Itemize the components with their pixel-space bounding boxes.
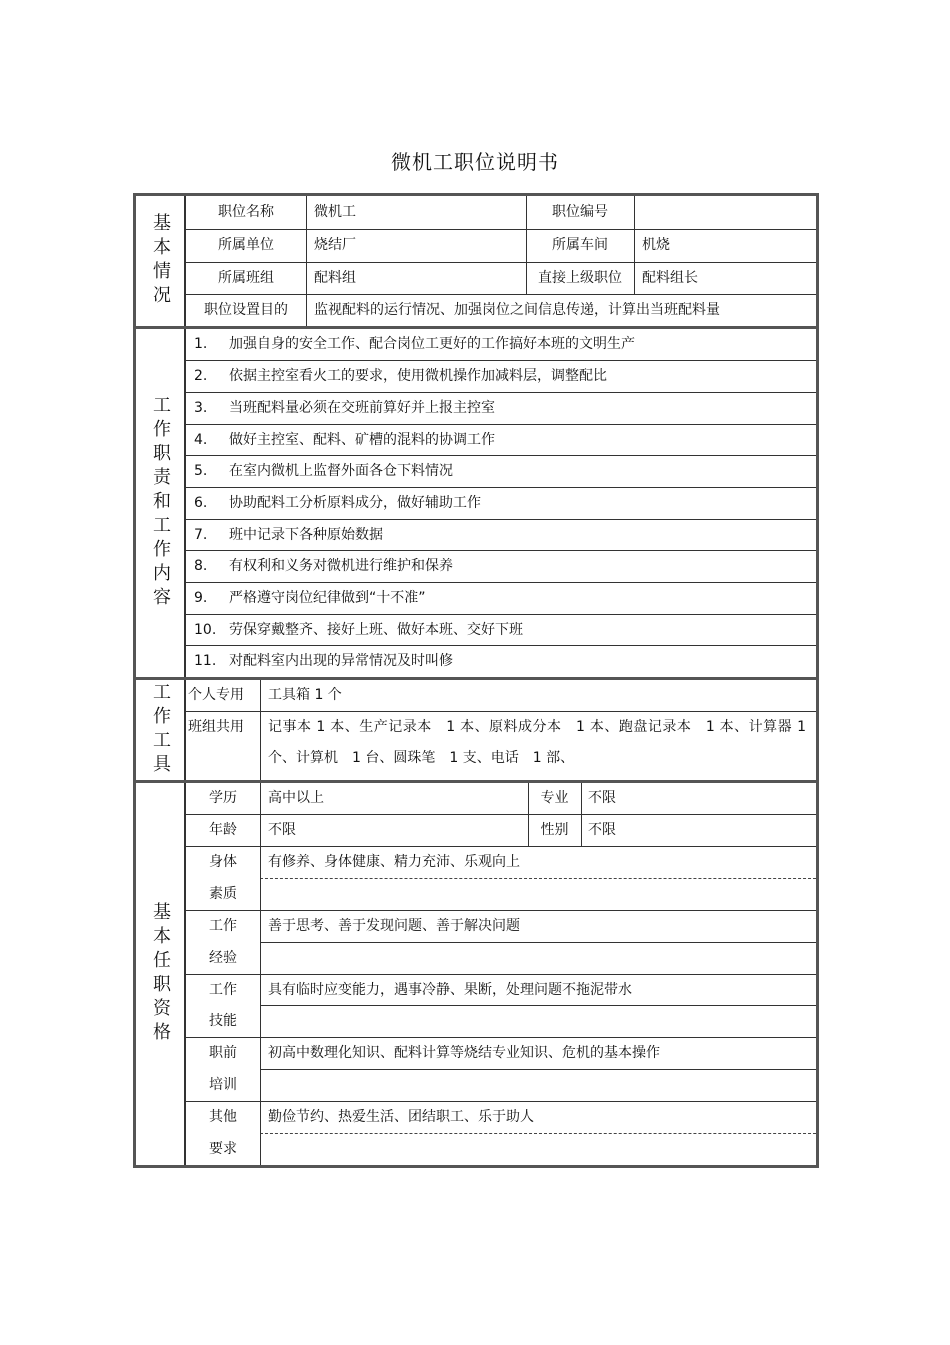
duty-text: 依据主控室看火工的要求，使用微机操作加减料层，调整配比 xyxy=(229,368,607,384)
superior-label: 直接上级职位 xyxy=(538,270,622,286)
position-name-label: 职位名称 xyxy=(218,204,274,220)
position-code-label: 职位编号 xyxy=(552,204,608,220)
duty-text: 加强自身的安全工作、配合岗位工更好的工作搞好本班的文明生产 xyxy=(229,336,635,352)
duty-number: 2. xyxy=(194,368,208,384)
duty-text: 在室内微机上监督外面各仓下料情况 xyxy=(229,463,453,479)
duty-number: 5. xyxy=(194,463,208,479)
qualification-text: 具有临时应变能力，遇事冷静、果断，处理问题不拖泥带水 xyxy=(268,982,632,998)
major-label: 专业 xyxy=(540,790,569,806)
gender-value: 不限 xyxy=(588,822,616,838)
duty-text: 严格遵守岗位纪律做到“十不准” xyxy=(229,590,426,606)
duty-text: 协助配料工分析原料成分，做好辅助工作 xyxy=(229,495,481,511)
duty-number: 8. xyxy=(194,558,208,574)
purpose-label: 职位设置目的 xyxy=(204,302,288,318)
qualification-label-line2: 培训 xyxy=(209,1077,237,1093)
duty-text: 劳保穿戴整齐、接好上班、做好本班、交好下班 xyxy=(229,622,523,638)
duty-number: 7. xyxy=(194,527,208,543)
duty-number: 10. xyxy=(194,622,217,638)
gender-label: 性别 xyxy=(540,822,569,838)
qualifications-label: 基本任职资格 xyxy=(136,783,186,1165)
job-description-table xyxy=(133,193,819,1168)
workshop-value: 机烧 xyxy=(642,237,670,253)
qualification-label-line1: 身体 xyxy=(209,854,237,870)
unit-label: 所属单位 xyxy=(218,237,274,253)
qualification-text: 勤俭节约、热爱生活、团结职工、乐于助人 xyxy=(268,1109,534,1125)
qualification-text: 有修养、身体健康、精力充沛、乐观向上 xyxy=(268,854,520,870)
duty-number: 9. xyxy=(194,590,208,606)
duty-number: 6. xyxy=(194,495,208,511)
qualification-label-line1: 工作 xyxy=(209,918,237,934)
team-value: 配料组 xyxy=(314,270,356,286)
basic-info-label: 基本情况 xyxy=(136,196,186,326)
qualification-text: 善于思考、善于发现问题、善于解决问题 xyxy=(268,918,520,934)
basic-info-section xyxy=(136,196,816,329)
duty-number: 4. xyxy=(194,432,208,448)
superior-value: 配料组长 xyxy=(642,270,698,286)
tools-section xyxy=(136,680,816,783)
age-value: 不限 xyxy=(268,822,296,838)
page-title: 微机工职位说明书 xyxy=(391,150,559,174)
duties-section xyxy=(136,329,816,680)
major-value: 不限 xyxy=(588,790,616,806)
purpose-value: 监视配料的运行情况、加强岗位之间信息传递，计算出当班配料量 xyxy=(314,302,720,318)
qualification-label-line1: 工作 xyxy=(209,982,237,998)
duty-text: 做好主控室、配料、矿槽的混料的协调工作 xyxy=(229,432,495,448)
duty-text: 对配料室内出现的异常情况及时叫修 xyxy=(229,653,453,669)
duty-number: 3. xyxy=(194,400,208,416)
qualification-label-line1: 职前 xyxy=(209,1045,237,1061)
tools-label: 工作工具 xyxy=(136,680,186,780)
duty-text: 班中记录下各种原始数据 xyxy=(229,527,383,543)
qualification-label-line2: 经验 xyxy=(209,950,237,966)
duties-label: 工作职责和工作内容 xyxy=(136,329,186,677)
qualification-label-line2: 技能 xyxy=(209,1013,237,1029)
personal-tools-label: 个人专用 xyxy=(188,687,244,703)
team-label: 所属班组 xyxy=(218,270,274,286)
workshop-label: 所属车间 xyxy=(552,237,608,253)
education-label: 学历 xyxy=(209,790,237,806)
age-label: 年龄 xyxy=(209,822,237,838)
duty-number: 1. xyxy=(194,336,208,352)
shared-tools-value: 记事本 1 本、生产记录本 1 本、原料成分本 1 本、跑盘记录本 1 本、计算器 1 个、计算机 1 台、圆珠笔 1 支、电话 1 部、 xyxy=(268,719,806,766)
qualification-label-line2: 素质 xyxy=(209,886,237,902)
qualification-label-line2: 要求 xyxy=(209,1141,237,1157)
qualification-text: 初高中数理化知识、配料计算等烧结专业知识、危机的基本操作 xyxy=(268,1045,660,1061)
qualifications-section xyxy=(136,783,816,1165)
qualification-label-line1: 其他 xyxy=(209,1109,237,1125)
duty-number: 11. xyxy=(194,653,217,669)
shared-tools-label: 班组共用 xyxy=(188,719,244,735)
position-name-value: 微机工 xyxy=(314,204,356,220)
duty-text: 有权利和义务对微机进行维护和保养 xyxy=(229,558,453,574)
education-value: 高中以上 xyxy=(268,790,324,806)
duty-text: 当班配料量必须在交班前算好并上报主控室 xyxy=(229,400,495,416)
personal-tools-value: 工具箱 1 个 xyxy=(268,687,342,703)
unit-value: 烧结厂 xyxy=(314,237,356,253)
